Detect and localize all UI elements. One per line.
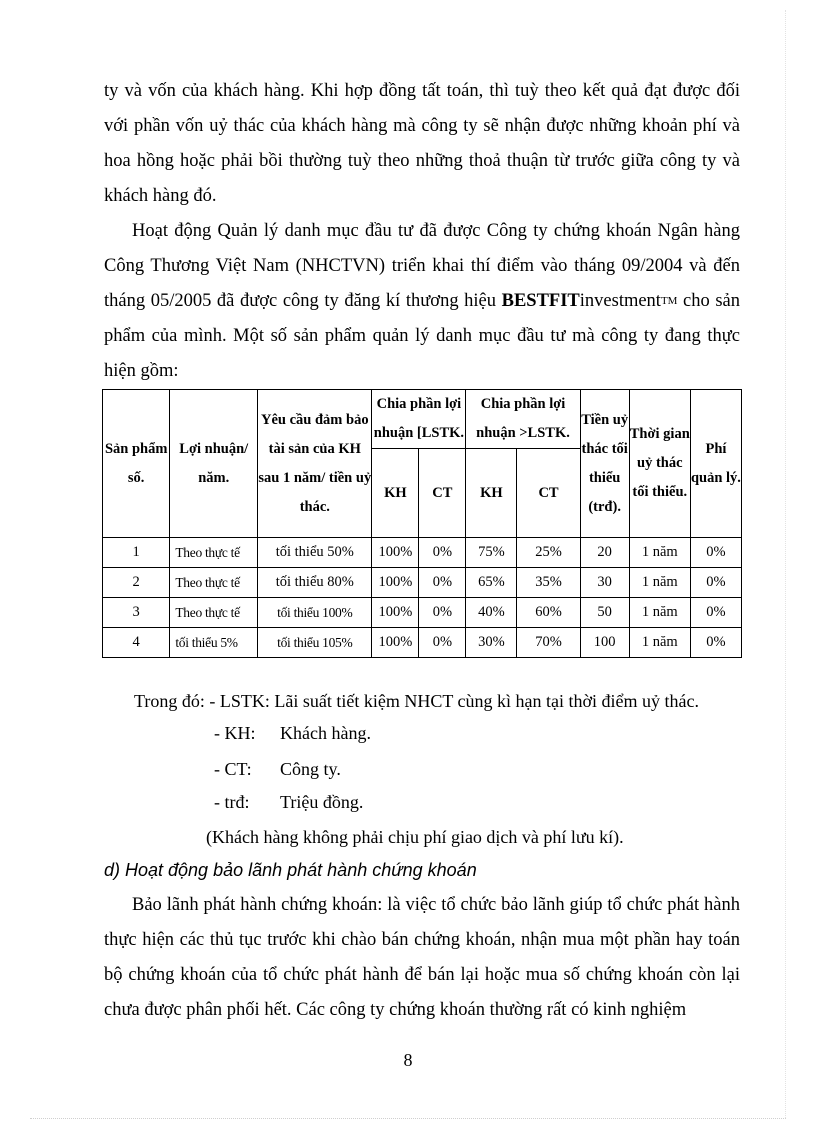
table-row [103,568,742,598]
header-kh-high: KH [466,449,517,538]
cell-kh-low: 100% [372,598,419,628]
paragraph-text-start: Hoạt động Quản lý danh mục đầu tư đã được Công ty chứng khoán Ngân hàng Công Thương Việt Nam (NHCTVN) triển khai thí điểm vào tháng 09/2004 và đến tháng 05/2005 đã được công ty đăng kí thương hiệu [104,221,740,311]
note-key: - trđ: [214,792,250,812]
cell-kh-high: 30% [466,628,517,658]
cell-profit: Theo thực tế [170,538,258,568]
brand-name: BESTFIT [501,291,580,311]
cell-ct-high: 60% [517,598,580,628]
header-ct-low: CT [419,449,466,538]
cell-ct-low: 0% [419,568,466,598]
cell-guarantee: tối thiểu 50% [258,538,372,568]
cell-kh-high: 75% [466,538,517,568]
cell-kh-low: 100% [372,538,419,568]
cell-profit: Theo thực tế [170,568,258,598]
cell-product: 3 [103,598,170,628]
note-key: - KH: [214,723,256,743]
header-kh-low: KH [372,449,419,538]
page-number: 8 [403,1050,413,1070]
paragraph-portfolio-management [104,214,740,389]
cell-ct-low: 0% [419,538,466,568]
notes-remark: (Khách hàng không phải chịu phí giao dịch và phí lưu kí). [206,827,624,847]
page-border-bottom [30,1118,786,1119]
note-item-kh [214,722,371,744]
note-value: Triệu đồng. [280,792,364,812]
header-min-amount: Tiền uỷ thác tối thiểu (trđ). [580,390,629,538]
cell-guarantee: tối thiểu 105% [258,628,372,658]
cell-product: 1 [103,538,170,568]
cell-min-time: 1 năm [629,568,690,598]
header-ct-high: CT [517,449,580,538]
cell-ct-low: 0% [419,598,466,628]
header-fee: Phí quản lý. [690,390,741,538]
cell-min-time: 1 năm [629,538,690,568]
page-border-right [785,10,786,1118]
cell-guarantee: tối thiểu 80% [258,568,372,598]
cell-kh-high: 40% [466,598,517,628]
cell-kh-low: 100% [372,628,419,658]
paragraph-portfolio-fees: ty và vốn của khách hàng. Khi hợp đồng tất toán, thì tuỳ theo kết quả đạt được đối với phần vốn uỷ thác của khách hàng mà công ty sẽ nhận được những khoản phí và hoa hồng hoặc phải bồi thường tuỳ theo những thoả thuận từ trước giữa công ty và khách hàng đó. [104,81,740,206]
header-share-low: Chia phần lợi nhuận [LSTK. [372,390,466,449]
cell-min-time: 1 năm [629,598,690,628]
cell-ct-high: 70% [517,628,580,658]
cell-kh-low: 100% [372,568,419,598]
cell-fee: 0% [690,628,741,658]
note-item-ct [214,758,341,780]
note-value: Công ty. [280,759,341,779]
note-item-trd [214,791,363,813]
cell-min-time: 1 năm [629,628,690,658]
table-row [103,538,742,568]
header-guarantee: Yêu cầu đảm bảo tài sản của KH sau 1 năm/ tiền uỷ thác. [258,390,372,538]
cell-fee: 0% [690,598,741,628]
cell-fee: 0% [690,538,741,568]
cell-min-amount: 100 [580,628,629,658]
cell-product: 4 [103,628,170,658]
cell-guarantee: tối thiểu 100% [258,598,372,628]
cell-min-amount: 30 [580,568,629,598]
table-row [103,598,742,628]
paragraph-underwriting: Bảo lãnh phát hành chứng khoán: là việc tổ chức bảo lãnh giúp tổ chức phát hành thực hiện các thủ tục trước khi chào bán chứng khoán, nhận mua một phần hay toán bộ chứng khoán của tổ chức phát hành để bán lại hoặc mua số chứng khoán còn lại chưa được phân phối hết. Các công ty chứng khoán thường rất có kinh nghiệm [104,895,740,1020]
cell-min-amount: 20 [580,538,629,568]
header-profit: Lợi nhuận/ năm. [170,390,258,538]
brand-suffix: investment [579,291,661,311]
section-heading: d) Hoạt động bảo lãnh phát hành chứng khoán [104,860,477,880]
trademark-mark: TM [660,295,678,307]
cell-ct-low: 0% [419,628,466,658]
cell-ct-high: 35% [517,568,580,598]
cell-profit: tối thiểu 5% [170,628,258,658]
cell-product: 2 [103,568,170,598]
notes-intro: Trong đó: - LSTK: Lãi suất tiết kiệm NHCT cùng kì hạn tại thời điểm uỷ thác. [134,691,699,711]
note-key: - CT: [214,759,252,779]
header-product: Sản phẩm số. [103,390,170,538]
cell-fee: 0% [690,568,741,598]
paragraph-text-end: cho sản phẩm của mình. Một số sản phẩm quản lý danh mục đầu tư mà công ty đang thực hiện gồm: [104,291,740,381]
header-share-high: Chia phần lợi nhuận >LSTK. [466,390,580,449]
cell-kh-high: 65% [466,568,517,598]
cell-min-amount: 50 [580,598,629,628]
cell-ct-high: 25% [517,538,580,568]
product-table [102,389,742,658]
table-row [103,628,742,658]
note-value: Khách hàng. [280,723,371,743]
cell-profit: Theo thực tế [170,598,258,628]
header-min-time: Thời gian uỷ thác tối thiểu. [629,390,690,538]
